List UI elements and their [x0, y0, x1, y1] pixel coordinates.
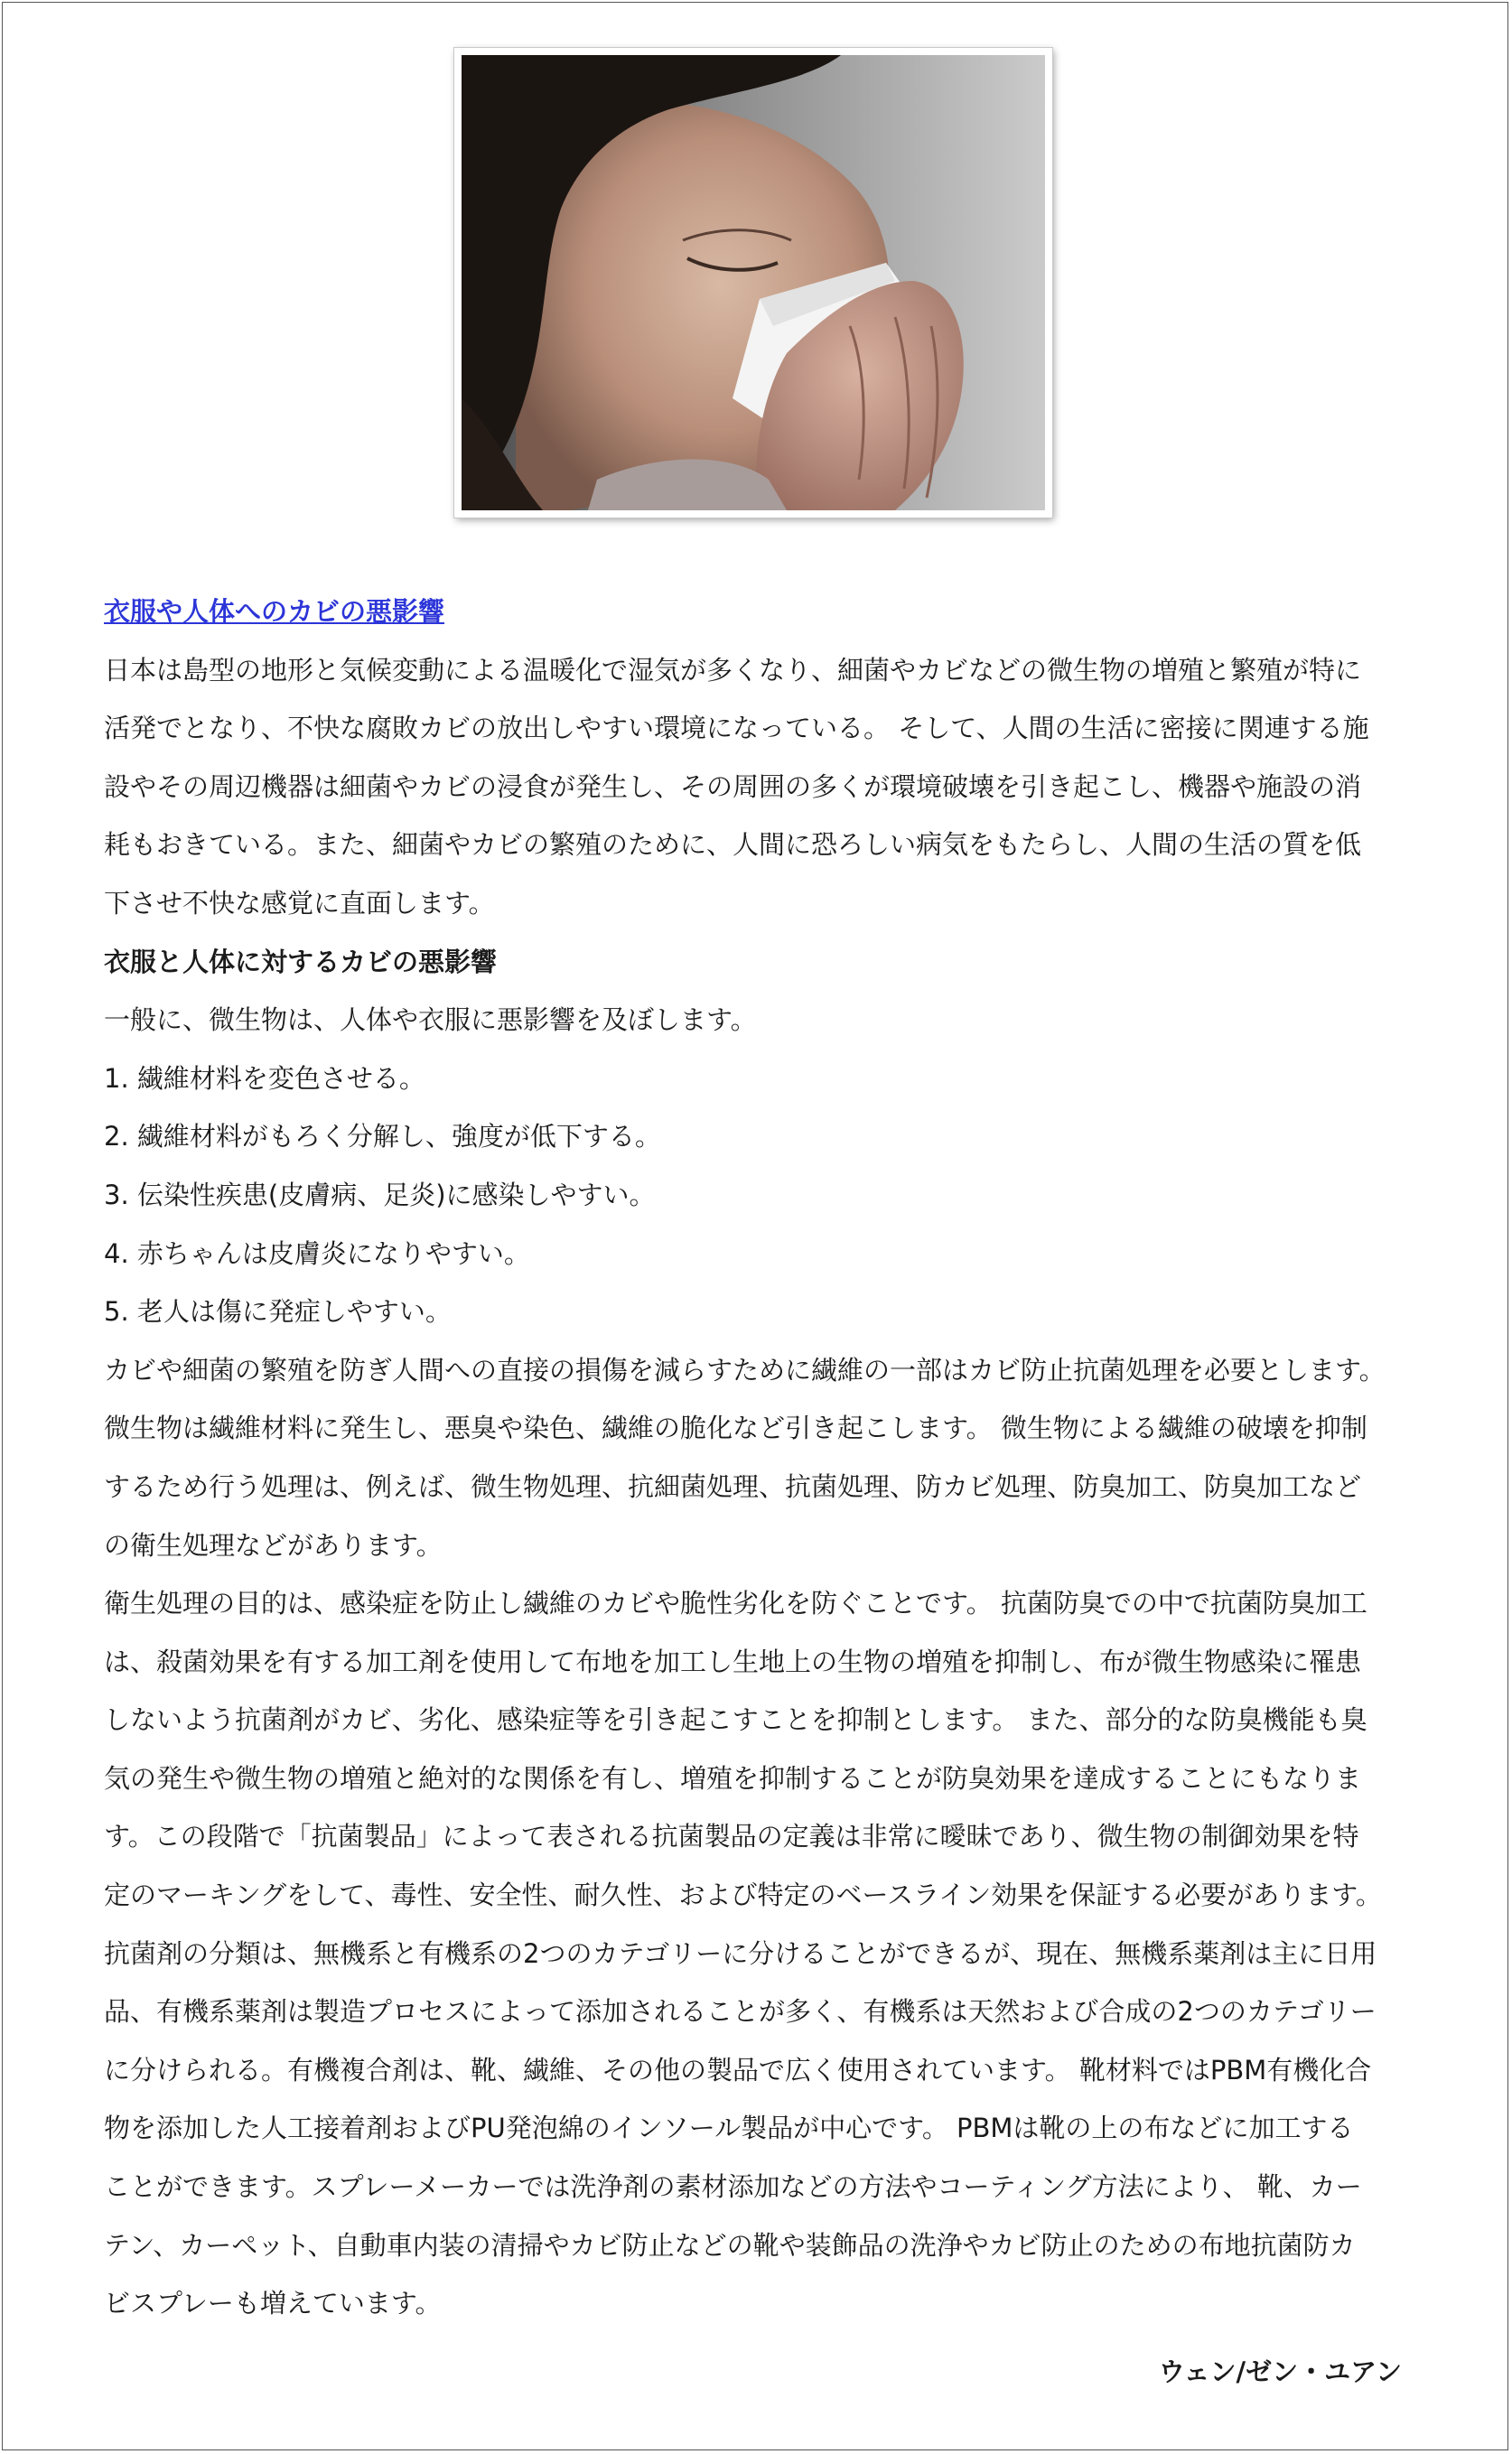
paragraph-line: するため行う処理は、例えば、微生物処理、抗細菌処理、抗菌処理、防カビ処理、防臭加工、防臭加工など — [104, 1470, 1362, 1502]
paragraph-line: 衛生処理の目的は、感染症を防止し繊維のカビや脆性劣化を防ぐことです。 抗菌防臭での中で抗菌防臭加工 — [104, 1588, 1367, 1619]
author-name: ウェン/ゼン・ユアン — [1158, 2356, 1402, 2387]
paragraph-line: す。この段階で「抗菌製品」によって表される抗菌製品の定義は非常に曖昧であり、微生物の制御効果を特 — [104, 1821, 1359, 1852]
intro-line: 耗もおきている。また、細菌やカビの繁殖のために、人間に恐ろしい病気をもたらし、人間の生活の質を低 — [104, 829, 1362, 861]
paragraph-line: しないよう抗菌剤がカビ、劣化、感染症等を引き起こすことを抑制とします。 また、部分的な防臭機能も臭 — [104, 1704, 1367, 1736]
intro-line: 日本は島型の地形と気候変動による温暖化で湿気が多くなり、細菌やカビなどの微生物の増殖と繁殖が特に — [104, 654, 1362, 686]
section-intro: 一般に、微生物は、人体や衣服に悪影響を及ぼします。 — [104, 1004, 757, 1036]
list-item: 2. 繊維材料がもろく分解し、強度が低下する。 — [104, 1121, 661, 1152]
intro-line: 活発でとなり、不快な腐敗カビの放出しやすい環境になっている。 そして、人間の生活に密接に関連する施 — [104, 713, 1369, 744]
paragraph-line: ビスプレーも増えています。 — [104, 2288, 442, 2319]
article-body — [104, 583, 1459, 2333]
intro-line: 設やその周辺機器は細菌やカビの浸食が発生し、その周囲の多くが環境破壊を引き起こし、機器や施設の消 — [104, 770, 1362, 802]
paragraph-line: テン、カーペット、自動車内装の清掃やカビ防止などの靴や装飾品の洗浄やカビ防止のための布地抗菌防カ — [104, 2229, 1356, 2261]
person-blowing-nose-image — [462, 55, 1045, 510]
list-item: 5. 老人は傷に発症しやすい。 — [104, 1296, 452, 1328]
paragraph-line: ことができます。スプレーメーカーでは洗浄剤の素材添加などの方法やコーティング方法により、 靴、カー — [104, 2171, 1362, 2203]
list-item: 4. 赤ちゃんは皮膚炎になりやすい。 — [104, 1237, 530, 1269]
paragraph-line: 気の発生や微生物の増殖と絶対的な関係を有し、増殖を抑制することが防臭効果を達成することにもなりま — [104, 1762, 1362, 1794]
intro-line: 下させ不快な感覚に直面します。 — [104, 887, 495, 919]
paragraph-line: に分けられる。有機複合剤は、靴、繊維、その他の製品で広く使用されています。 靴材料ではPBM有機化合 — [104, 2054, 1372, 2085]
paragraph-line: 物を添加した人工接着剤およびPU発泡綿のインソール製品が中心です。 PBMは靴の上の布などに加工する — [104, 2113, 1354, 2144]
paragraph-line: 抗菌剤の分類は、無機系と有機系の2つのカテゴリーに分けることができるが、現在、無機系薬剤は主に日用 — [104, 1937, 1377, 1969]
list-item: 3. 伝染性疾患(皮膚病、足炎)に感染しやすい。 — [104, 1179, 656, 1210]
paragraph-line: 品、有機系薬剤は製造プロセスによって添加されることが多く、有機系は天然および合成の2つのカテゴリー — [104, 1996, 1377, 2028]
list-item: 1. 繊維材料を変色させる。 — [104, 1062, 425, 1094]
paragraph-line: の衛生処理などがあります。 — [104, 1529, 443, 1561]
paragraph-line: は、殺菌効果を有する加工剤を使用して布地を加工し生地上の生物の増殖を抑制し、布が微生物感染に罹患 — [104, 1646, 1362, 1677]
paragraph-line: 定のマーキングをして、毒性、安全性、耐久性、および特定のベースライン効果を保証する必要があります。 — [104, 1880, 1382, 1911]
header-photo — [454, 48, 1052, 518]
paragraph-line: カビや細菌の繁殖を防ぎ人間への直接の損傷を減らすために繊維の一部はカビ防止抗菌処理を必要とします。 — [104, 1354, 1386, 1386]
article-title-link[interactable]: 衣服や人体へのカビの悪影響 — [104, 596, 445, 627]
section-heading: 衣服と人体に対するカビの悪影響 — [104, 946, 498, 977]
paragraph-line: 微生物は繊維材料に発生し、悪臭や染色、繊維の脆化など引き起こします。 微生物による繊維の破壊を抑制 — [104, 1413, 1367, 1444]
